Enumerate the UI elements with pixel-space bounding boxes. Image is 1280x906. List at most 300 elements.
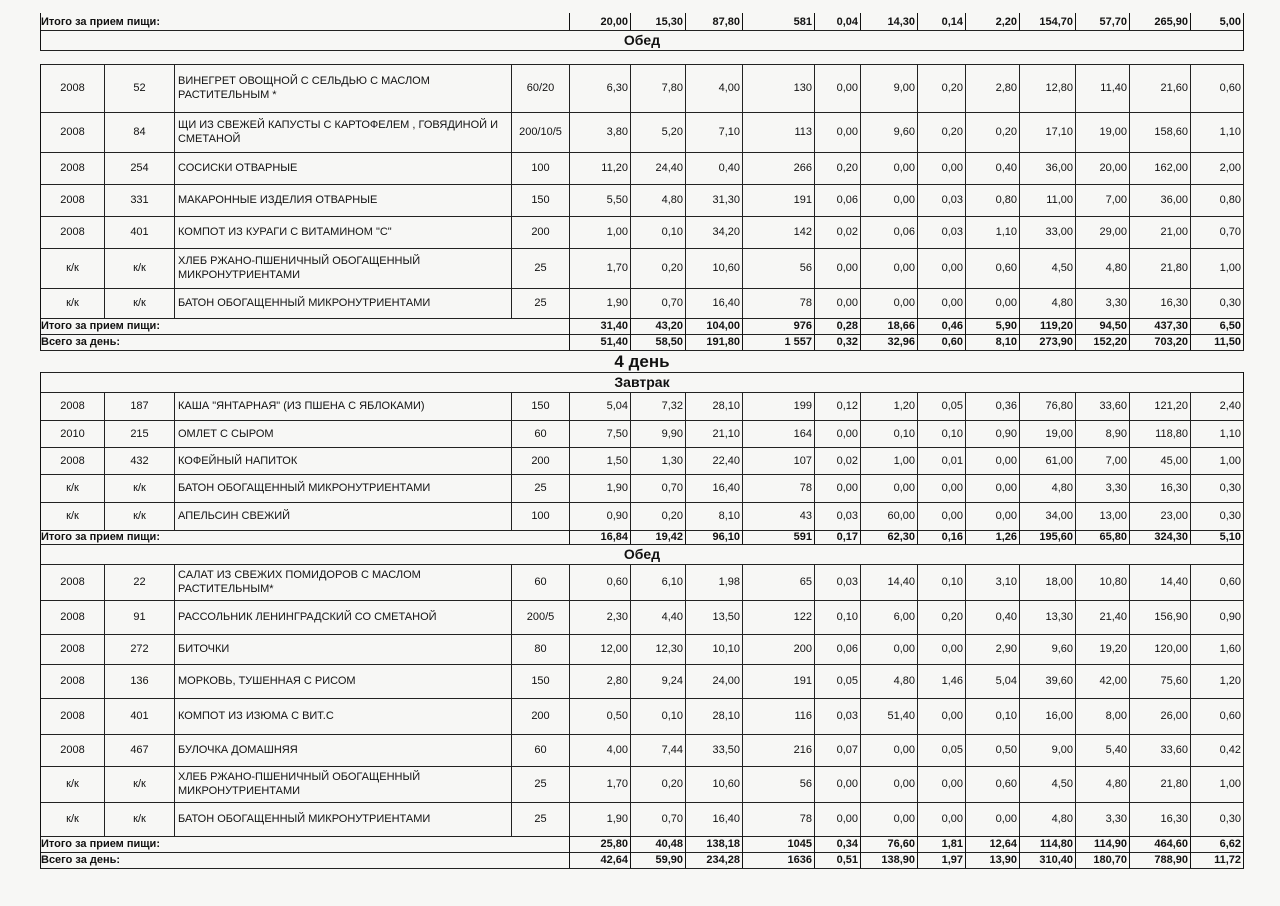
table-row xyxy=(0,634,1280,664)
total-cell: 59,90 xyxy=(631,852,686,868)
table-cell: к/к xyxy=(40,766,105,802)
table-cell: 0,10 xyxy=(631,698,686,734)
table-cell: 10,60 xyxy=(686,248,743,288)
table-cell: 0,90 xyxy=(966,420,1020,447)
table-cell: к/к xyxy=(105,288,175,318)
table-cell: 120,00 xyxy=(1130,634,1191,664)
total-cell: 464,60 xyxy=(1130,836,1191,852)
table-cell: 9,24 xyxy=(631,664,686,698)
table-cell: 17,10 xyxy=(1020,112,1076,152)
table-cell: 0,03 xyxy=(815,502,861,530)
table-cell: 5,04 xyxy=(570,392,631,420)
table-cell: 401 xyxy=(105,216,175,248)
table-cell: 13,30 xyxy=(1020,600,1076,634)
total-cell: 0,28 xyxy=(815,318,861,334)
table-cell: 34,20 xyxy=(686,216,743,248)
table-cell: 1,60 xyxy=(1191,634,1244,664)
table-cell: 1,90 xyxy=(570,474,631,502)
table-cell: 113 xyxy=(743,112,815,152)
table-cell: к/к xyxy=(105,802,175,836)
total-cell: 0,51 xyxy=(815,852,861,868)
table-cell: 13,50 xyxy=(686,600,743,634)
table-cell: 0,00 xyxy=(815,248,861,288)
total-cell: 18,66 xyxy=(861,318,918,334)
table-cell: 0,00 xyxy=(861,634,918,664)
total-cell: 6,50 xyxy=(1191,318,1244,334)
table-cell: 0,60 xyxy=(1191,564,1244,600)
table-cell: 52 xyxy=(105,64,175,112)
table-cell: 45,00 xyxy=(1130,447,1191,474)
total-cell: 310,40 xyxy=(1020,852,1076,868)
table-cell: 21,40 xyxy=(1076,600,1130,634)
table-cell: 0,70 xyxy=(631,288,686,318)
table-cell: 1,90 xyxy=(570,802,631,836)
table-cell: 2,40 xyxy=(1191,392,1244,420)
table-cell: 28,10 xyxy=(686,698,743,734)
table-cell: 0,10 xyxy=(861,420,918,447)
total-cell: 1 557 xyxy=(743,334,815,350)
total-row xyxy=(0,13,1280,30)
table-cell: 0,00 xyxy=(966,288,1020,318)
table-cell: 16,00 xyxy=(1020,698,1076,734)
table-row xyxy=(0,802,1280,836)
table-cell: 11,20 xyxy=(570,152,631,184)
total-cell: 11,72 xyxy=(1191,852,1244,868)
table-cell: 0,00 xyxy=(966,802,1020,836)
total-cell: 96,10 xyxy=(686,530,743,544)
total-cell: 14,30 xyxy=(861,13,918,30)
total-cell: 65,80 xyxy=(1076,530,1130,544)
table-cell: 162,00 xyxy=(1130,152,1191,184)
table-cell: 0,00 xyxy=(861,474,918,502)
table-cell: 5,20 xyxy=(631,112,686,152)
table-cell: СОСИСКИ ОТВАРНЫЕ xyxy=(175,152,512,184)
table-cell: 24,00 xyxy=(686,664,743,698)
table-cell: 0,90 xyxy=(1191,600,1244,634)
table-cell: 0,00 xyxy=(815,112,861,152)
table-cell: 200 xyxy=(743,634,815,664)
table-cell: 2,80 xyxy=(570,664,631,698)
table-cell: 1,30 xyxy=(631,447,686,474)
table-cell: 187 xyxy=(105,392,175,420)
table-cell: БАТОН ОБОГАЩЕННЫЙ МИКРОНУТРИЕНТАМИ xyxy=(175,474,512,502)
table-cell: 0,06 xyxy=(815,634,861,664)
table-cell: 156,90 xyxy=(1130,600,1191,634)
table-cell: 158,60 xyxy=(1130,112,1191,152)
total-row xyxy=(0,836,1280,852)
table-cell: 0,60 xyxy=(1191,698,1244,734)
total-cell: 12,64 xyxy=(966,836,1020,852)
table-cell: 2008 xyxy=(40,698,105,734)
table-cell: 1,10 xyxy=(1191,112,1244,152)
total-cell: 19,42 xyxy=(631,530,686,544)
total-cell: 138,18 xyxy=(686,836,743,852)
table-cell: к/к xyxy=(105,766,175,802)
table-cell: 4,50 xyxy=(1020,766,1076,802)
total-label: Итого за прием пищи: xyxy=(40,318,570,334)
table-cell: 0,02 xyxy=(815,216,861,248)
table-cell: 254 xyxy=(105,152,175,184)
table-cell: БИТОЧКИ xyxy=(175,634,512,664)
total-cell: 191,80 xyxy=(686,334,743,350)
total-cell: 1,97 xyxy=(918,852,966,868)
table-cell: 1,98 xyxy=(686,564,743,600)
total-cell: 15,30 xyxy=(631,13,686,30)
table-cell: 7,32 xyxy=(631,392,686,420)
table-cell: 432 xyxy=(105,447,175,474)
table-cell: 467 xyxy=(105,734,175,766)
total-cell: 788,90 xyxy=(1130,852,1191,868)
table-cell: БУЛОЧКА ДОМАШНЯЯ xyxy=(175,734,512,766)
table-row xyxy=(0,664,1280,698)
table-cell: 200 xyxy=(512,216,570,248)
table-cell: 29,00 xyxy=(1076,216,1130,248)
table-cell: КАША "ЯНТАРНАЯ" (ИЗ ПШЕНА С ЯБЛОКАМИ) xyxy=(175,392,512,420)
table-cell: 2008 xyxy=(40,447,105,474)
table-cell: ВИНЕГРЕТ ОВОЩНОЙ С СЕЛЬДЬЮ С МАСЛОМ РАСТИТЕЛЬНЫМ * xyxy=(175,64,512,112)
table-cell: 0,42 xyxy=(1191,734,1244,766)
total-cell: 62,30 xyxy=(861,530,918,544)
table-cell: 60 xyxy=(512,734,570,766)
total-cell: 138,90 xyxy=(861,852,918,868)
total-label: Всего за день: xyxy=(40,334,570,350)
table-cell: 0,00 xyxy=(918,634,966,664)
table-cell: 0,80 xyxy=(966,184,1020,216)
table-cell: 2008 xyxy=(40,734,105,766)
table-cell: 0,30 xyxy=(1191,802,1244,836)
total-cell: 1636 xyxy=(743,852,815,868)
table-cell: 0,30 xyxy=(1191,288,1244,318)
total-cell: 5,90 xyxy=(966,318,1020,334)
table-cell: 4,40 xyxy=(631,600,686,634)
table-cell: 4,80 xyxy=(861,664,918,698)
table-cell: 9,60 xyxy=(1020,634,1076,664)
table-cell: 1,46 xyxy=(918,664,966,698)
table-cell: 20,00 xyxy=(1076,152,1130,184)
table-row xyxy=(0,64,1280,112)
table-cell: 0,30 xyxy=(1191,502,1244,530)
table-cell: 0,20 xyxy=(918,600,966,634)
table-cell: 1,00 xyxy=(1191,248,1244,288)
total-cell: 76,60 xyxy=(861,836,918,852)
table-cell: 10,60 xyxy=(686,766,743,802)
table-cell: 23,00 xyxy=(1130,502,1191,530)
table-cell: 25 xyxy=(512,802,570,836)
table-cell: 1,00 xyxy=(1191,447,1244,474)
total-cell: 0,14 xyxy=(918,13,966,30)
table-cell: 100 xyxy=(512,502,570,530)
table-cell: 0,01 xyxy=(918,447,966,474)
table-cell: 1,00 xyxy=(1191,766,1244,802)
table-cell: 26,00 xyxy=(1130,698,1191,734)
total-cell: 437,30 xyxy=(1130,318,1191,334)
table-cell: 78 xyxy=(743,288,815,318)
table-cell: 60/20 xyxy=(512,64,570,112)
table-cell: 3,10 xyxy=(966,564,1020,600)
total-cell: 195,60 xyxy=(1020,530,1076,544)
table-cell: 4,80 xyxy=(1020,474,1076,502)
table-cell: 100 xyxy=(512,152,570,184)
table-cell: 0,00 xyxy=(918,474,966,502)
section-title-lunch: Обед xyxy=(40,30,1244,50)
table-row xyxy=(0,474,1280,502)
table-cell: 75,60 xyxy=(1130,664,1191,698)
table-cell: 6,00 xyxy=(861,600,918,634)
table-cell: 36,00 xyxy=(1130,184,1191,216)
table-cell: 0,40 xyxy=(966,600,1020,634)
table-cell: 4,50 xyxy=(1020,248,1076,288)
table-cell: 0,00 xyxy=(918,152,966,184)
table-cell: 8,00 xyxy=(1076,698,1130,734)
table-cell: 200/10/5 xyxy=(512,112,570,152)
table-cell: САЛАТ ИЗ СВЕЖИХ ПОМИДОРОВ С МАСЛОМ РАСТИТЕЛЬНЫМ* xyxy=(175,564,512,600)
table-cell: 142 xyxy=(743,216,815,248)
table-cell: 43 xyxy=(743,502,815,530)
table-cell: 0,20 xyxy=(815,152,861,184)
table-cell: 0,00 xyxy=(918,288,966,318)
table-cell: 215 xyxy=(105,420,175,447)
table-cell: 0,03 xyxy=(918,184,966,216)
total-cell: 1,81 xyxy=(918,836,966,852)
table-cell: 0,20 xyxy=(918,112,966,152)
table-cell: 84 xyxy=(105,112,175,152)
total-cell: 0,17 xyxy=(815,530,861,544)
table-cell: 2008 xyxy=(40,184,105,216)
total-cell: 324,30 xyxy=(1130,530,1191,544)
table-cell: 10,80 xyxy=(1076,564,1130,600)
table-cell: 25 xyxy=(512,766,570,802)
total-cell: 31,40 xyxy=(570,318,631,334)
table-cell: 18,00 xyxy=(1020,564,1076,600)
total-cell: 20,00 xyxy=(570,13,631,30)
table-cell: 33,00 xyxy=(1020,216,1076,248)
total-cell: 0,32 xyxy=(815,334,861,350)
table-cell: к/к xyxy=(40,474,105,502)
table-cell: 0,50 xyxy=(570,698,631,734)
table-cell: 3,80 xyxy=(570,112,631,152)
table-cell: АПЕЛЬСИН СВЕЖИЙ xyxy=(175,502,512,530)
total-cell: 119,20 xyxy=(1020,318,1076,334)
table-cell: 0,40 xyxy=(966,152,1020,184)
table-cell: 0,00 xyxy=(815,64,861,112)
table-cell: 200 xyxy=(512,698,570,734)
table-cell: 0,12 xyxy=(815,392,861,420)
table-cell: к/к xyxy=(40,802,105,836)
table-cell: 36,00 xyxy=(1020,152,1076,184)
table-cell: 0,07 xyxy=(815,734,861,766)
table-cell: 0,60 xyxy=(570,564,631,600)
table-cell: 0,06 xyxy=(861,216,918,248)
table-cell: 0,36 xyxy=(966,392,1020,420)
table-cell: 0,02 xyxy=(815,447,861,474)
table-cell: 24,40 xyxy=(631,152,686,184)
table-cell: 331 xyxy=(105,184,175,216)
table-cell: 7,10 xyxy=(686,112,743,152)
table-cell: МОРКОВЬ, ТУШЕННАЯ С РИСОМ xyxy=(175,664,512,698)
table-cell: 60 xyxy=(512,420,570,447)
table-cell: 31,30 xyxy=(686,184,743,216)
table-cell: 266 xyxy=(743,152,815,184)
table-cell: КОМПОТ ИЗ ИЗЮМА С ВИТ.С xyxy=(175,698,512,734)
table-cell: 14,40 xyxy=(861,564,918,600)
table-cell: 12,00 xyxy=(570,634,631,664)
table-cell: 0,00 xyxy=(918,766,966,802)
table-cell: 2,90 xyxy=(966,634,1020,664)
table-cell: 164 xyxy=(743,420,815,447)
table-row xyxy=(0,564,1280,600)
table-row xyxy=(0,112,1280,152)
table-cell: 136 xyxy=(105,664,175,698)
table-cell: 16,30 xyxy=(1130,802,1191,836)
total-cell: 0,34 xyxy=(815,836,861,852)
table-cell: 33,60 xyxy=(1130,734,1191,766)
table-cell: 4,80 xyxy=(1020,288,1076,318)
table-cell: 4,80 xyxy=(631,184,686,216)
table-cell: 2008 xyxy=(40,664,105,698)
table-cell: 6,10 xyxy=(631,564,686,600)
total-label: Итого за прием пищи: xyxy=(40,530,570,544)
table-cell: 0,00 xyxy=(966,502,1020,530)
table-cell: 39,60 xyxy=(1020,664,1076,698)
table-cell: 8,10 xyxy=(686,502,743,530)
row-divider xyxy=(40,50,1244,51)
total-cell: 976 xyxy=(743,318,815,334)
table-cell: 130 xyxy=(743,64,815,112)
table-cell: 0,20 xyxy=(631,766,686,802)
table-cell: КОФЕЙНЫЙ НАПИТОК xyxy=(175,447,512,474)
table-row xyxy=(0,184,1280,216)
table-cell: 0,00 xyxy=(918,248,966,288)
table-cell: 7,00 xyxy=(1076,447,1130,474)
table-cell: 0,05 xyxy=(918,734,966,766)
table-cell: 4,00 xyxy=(686,64,743,112)
table-cell: 12,30 xyxy=(631,634,686,664)
table-row xyxy=(0,152,1280,184)
table-row xyxy=(0,248,1280,288)
table-cell: к/к xyxy=(40,502,105,530)
table-cell: 0,80 xyxy=(1191,184,1244,216)
table-cell: 0,03 xyxy=(815,564,861,600)
total-cell: 51,40 xyxy=(570,334,631,350)
table-cell: БАТОН ОБОГАЩЕННЫЙ МИКРОНУТРИЕНТАМИ xyxy=(175,288,512,318)
table-cell: 0,70 xyxy=(631,802,686,836)
total-label: Итого за прием пищи: xyxy=(40,13,570,30)
table-cell: 21,10 xyxy=(686,420,743,447)
total-cell: 87,80 xyxy=(686,13,743,30)
table-cell: 9,90 xyxy=(631,420,686,447)
total-cell: 6,62 xyxy=(1191,836,1244,852)
table-cell: 10,10 xyxy=(686,634,743,664)
table-cell: 7,80 xyxy=(631,64,686,112)
table-cell: 22,40 xyxy=(686,447,743,474)
table-cell: 4,00 xyxy=(570,734,631,766)
table-cell: 16,40 xyxy=(686,288,743,318)
table-cell: 11,40 xyxy=(1076,64,1130,112)
table-cell: 2,00 xyxy=(1191,152,1244,184)
table-cell: 21,80 xyxy=(1130,766,1191,802)
total-cell: 94,50 xyxy=(1076,318,1130,334)
table-cell: 0,90 xyxy=(570,502,631,530)
table-cell: 0,00 xyxy=(815,766,861,802)
total-row xyxy=(0,530,1280,544)
table-cell: 0,00 xyxy=(815,420,861,447)
table-cell: 0,06 xyxy=(815,184,861,216)
total-cell: 180,70 xyxy=(1076,852,1130,868)
table-cell: 150 xyxy=(512,392,570,420)
table-cell: 19,20 xyxy=(1076,634,1130,664)
table-row xyxy=(0,288,1280,318)
table-cell: 216 xyxy=(743,734,815,766)
table-cell: 7,50 xyxy=(570,420,631,447)
table-cell: 191 xyxy=(743,664,815,698)
table-cell: 0,60 xyxy=(966,766,1020,802)
table-cell: 0,70 xyxy=(631,474,686,502)
table-cell: 1,00 xyxy=(861,447,918,474)
table-cell: 0,00 xyxy=(918,502,966,530)
table-row xyxy=(0,420,1280,447)
table-cell: 0,00 xyxy=(918,802,966,836)
table-cell: 2008 xyxy=(40,600,105,634)
table-cell: 401 xyxy=(105,698,175,734)
table-cell: 22 xyxy=(105,564,175,600)
table-cell: 0,00 xyxy=(966,474,1020,502)
table-cell: ОМЛЕТ С СЫРОМ xyxy=(175,420,512,447)
total-cell: 234,28 xyxy=(686,852,743,868)
table-cell: 199 xyxy=(743,392,815,420)
table-cell: 80 xyxy=(512,634,570,664)
table-cell: 0,00 xyxy=(861,248,918,288)
total-cell: 265,90 xyxy=(1130,13,1191,30)
table-cell: 0,30 xyxy=(1191,474,1244,502)
table-cell: 200/5 xyxy=(512,600,570,634)
table-cell: 4,80 xyxy=(1076,248,1130,288)
table-cell: 1,00 xyxy=(570,216,631,248)
table-cell: 5,50 xyxy=(570,184,631,216)
table-cell: 1,10 xyxy=(966,216,1020,248)
table-row xyxy=(0,447,1280,474)
total-cell: 57,70 xyxy=(1076,13,1130,30)
table-cell: РАССОЛЬНИК ЛЕНИНГРАДСКИЙ СО СМЕТАНОЙ xyxy=(175,600,512,634)
total-cell: 0,16 xyxy=(918,530,966,544)
total-cell: 581 xyxy=(743,13,815,30)
total-cell: 273,90 xyxy=(1020,334,1076,350)
table-cell: 0,03 xyxy=(815,698,861,734)
table-cell: к/к xyxy=(105,474,175,502)
table-cell: 0,00 xyxy=(861,734,918,766)
total-cell: 104,00 xyxy=(686,318,743,334)
section-title-breakfast: Завтрак xyxy=(40,372,1244,392)
total-cell: 11,50 xyxy=(1191,334,1244,350)
total-row xyxy=(0,334,1280,350)
day-title: 4 день xyxy=(614,352,670,371)
total-row xyxy=(0,318,1280,334)
table-row xyxy=(0,600,1280,634)
table-cell: 1,20 xyxy=(1191,664,1244,698)
table-cell: 150 xyxy=(512,664,570,698)
total-cell: 5,00 xyxy=(1191,13,1244,30)
table-cell: 0,10 xyxy=(631,216,686,248)
table-cell: 76,80 xyxy=(1020,392,1076,420)
table-cell: 0,20 xyxy=(966,112,1020,152)
table-cell: 116 xyxy=(743,698,815,734)
table-cell: 33,60 xyxy=(1076,392,1130,420)
table-cell: 65 xyxy=(743,564,815,600)
table-cell: 21,00 xyxy=(1130,216,1191,248)
table-cell: 78 xyxy=(743,802,815,836)
table-cell: 1,20 xyxy=(861,392,918,420)
table-cell: 0,00 xyxy=(815,474,861,502)
table-cell: 0,00 xyxy=(861,802,918,836)
